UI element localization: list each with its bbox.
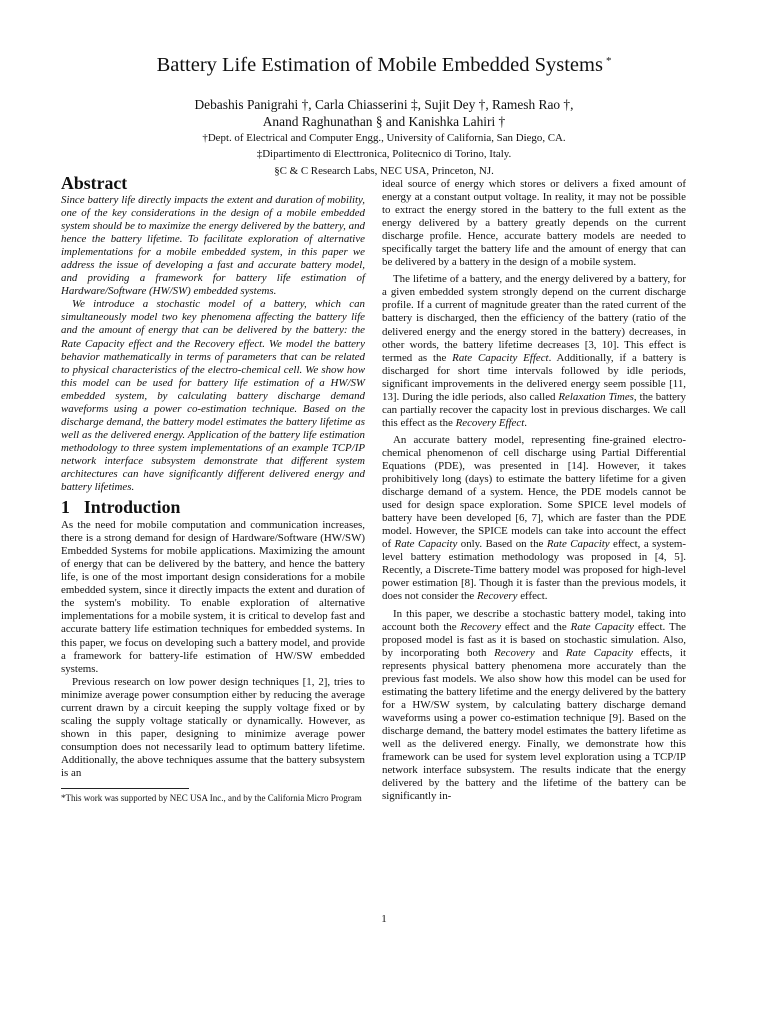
term-rate-capacity: Rate Capacity	[565, 646, 633, 659]
affiliation-ucsd: †Dept. of Electrical and Computer Engg., University of California, San Diego, CA.	[202, 132, 566, 144]
introduction-heading	[61, 496, 365, 518]
term-recovery: Recovery	[476, 590, 518, 603]
term-recovery: Recovery	[460, 620, 502, 633]
intro-paragraph-1: As the need for mobile computation and communication increases, there is a strong demand for design of Hardware/Software (HW/SW) Embedded Systems for mobile applications. Maximizing the amount of energy that can be delivered by the battery, and hence the battery life, is one of the most important design considerations for a mobile embedded system, since it directly impacts the extent and duration of the system's mobility. To enable exploration of alternative implementations for a mobile system, it is critical to develop fast and accurate battery life estimation techniques for embedded systems. In this paper, we focus on developing such a battery model, and provide a framework for battery-life estimation of HW/SW embedded systems.	[61, 519, 365, 675]
term-rate-capacity: Rate Capacity	[546, 538, 610, 551]
section-title: Introduction	[83, 497, 181, 518]
affiliation-nec: §C & C Research Labs, NEC USA, Princeton, NJ.	[274, 164, 494, 177]
footnote-rule	[61, 788, 189, 789]
right-paragraph-3: An accurate battery model, representing fine-grained electro-chemical phenomenon of cell discharge using Partial Differential Equations (PDE), was presented in [14]. However, it takes prohibitively long (days) to estimate the battery lifetime for a given discharge demand of a system. Hence, the PDE models cannot be used for design space exploration. Some SPICE level models of battery have been developed [6, 7], which are faster than the PDE model. However, the SPICE models can take into account the effect of Rate Capacity only. Based on the Rate Capacity effect, a system-level battery estimation methodology was proposed in [4, 5]. Recently, a Discrete-Time battery model was proposed for high-level power estimation [8]. Though it is faster than the previous models, it does not consider the Recovery effect.	[382, 433, 687, 603]
right-column	[382, 178, 686, 803]
right-paragraph-1: ideal source of energy which stores or delivers a fixed amount of energy at a constant output voltage. In reality, it may not be possible to extract the energy stored in the battery to the full extent as the energy delivered by a battery greatly depends on the current discharge profile. Hence, accurate battery models are needed to specifically target the battery life and the amount of energy that can be delivered by a battery in the design of a mobile system.	[382, 178, 686, 269]
abstract-paragraph-2: We introduce a stochastic model of a battery, which can simultaneously model two key phenomena affecting the battery life and the amount of energy that can be delivered by the battery: the Rate Capacity effect and the Recovery effect. We model the battery behavior mathematically in terms of parameters that can be related to physical characteristics of the electro-chemical cell. We show how this model can be used for battery life estimation of a HW/SW embedded system, by calculating battery discharge demand waveforms using a power co-estimation technique. Based on the discharge demand, the battery model estimates the battery lifetime as well as the delivered energy. Application of the battery life estimation methodology to three system implementations of an example TCP/IP network interface subsystem demonstrate that different system architectures can have significantly different delivered energy and battery lifetimes.	[61, 298, 365, 494]
title-text: Battery Life Estimation of Mobile Embedded Systems	[156, 54, 603, 76]
abstract-paragraph-1: Since battery life directly impacts the extent and duration of mobility, one of the key considerations in the design of a mobile embedded system should be to maximize the energy delivered by the battery, and hence the battery lifetime. To facilitate exploration of alternative implementations for a mobile embedded system, in this paper we address the issue of developing a fast and accurate battery model, and providing a framework for battery life estimation of Hardware/Software (HW/SW) embedded systems.	[61, 194, 365, 298]
left-column	[61, 172, 365, 805]
author-list	[0, 97, 768, 130]
affiliation-torino: ‡Dipartimento di Electtronica, Politecnico di Torino, Italy.	[256, 148, 512, 161]
authors-line-2: Anand Raghunathan § and Kanishka Lahiri †	[262, 113, 506, 129]
term-rate-capacity-effect: Rate Capacity Effect	[452, 351, 549, 364]
abstract-heading: Abstract	[61, 173, 128, 193]
page-number: 1	[381, 913, 387, 925]
right-paragraph-2: The lifetime of a battery, and the energy delivered by a battery, for a given embedded system strongly depend on the current discharge profile. If a current of magnitude greater than the rated current of the battery is discharged, then the efficiency of the battery (ratio of the delivered energy and the energy stored in the battery) decreases, in other words, the battery lifetime decreases [3, 10]. This effect is termed as the Rate Capacity Effect. Additionally, if a battery is discharged for short time intervals followed by idle periods, significant improvements in the delivered energy seem possible [11, 13]. During the idle periods, also called Relaxation Times, the battery can partially recover the capacity lost in previous discharges. We call this effect as the Recovery Effect.	[382, 273, 687, 429]
section-number: 1	[61, 497, 70, 518]
term-recovery: Recovery	[494, 646, 535, 659]
term-recovery-effect: Recovery Effect	[455, 416, 525, 429]
term-rate-capacity: Rate Capacity	[394, 538, 458, 551]
right-paragraph-4: In this paper, we describe a stochastic battery model, taking into account both the Recovery effect and the Rate Capacity effect. The proposed model is fast as it is based on stochastic simulation. Also, by incorporating both Recovery and Rate Capacity effects, it represents physical battery phenomena more accurately than the previous fast models. We also show how this model can be used for estimating the battery lifetime and the energy delivered by the battery for a HW/SW system, by calculating battery discharge demand waveforms using a power co-estimation technique [9]. Based on the discharge demand, the battery model estimates the battery lifetime as well as the delivered energy. Finally, we demonstrate how this framework can be used for system level exploration using a TCP/IP network interface subsystem. The results indicate that the energy delivered by the battery and the lifetime of the battery can be significantly in-	[382, 607, 687, 803]
intro-paragraph-2: Previous research on low power design techniques [1, 2], tries to minimize average power consumption either by reducing the average current drawn by a circuit keeping the supply voltage fixed or by scaling the supply voltage statically or dynamically. However, as shown in this paper, designing to minimize average power consumption does not necessarily lead to optimum battery lifetime. Additionally, the above techniques assume that the battery subsystem is an	[61, 675, 365, 779]
title-footnote-mark: *	[605, 55, 612, 67]
footnote: *This work was supported by NEC USA Inc., and by the California Micro Program	[61, 793, 362, 804]
term-rate-capacity: Rate Capacity	[570, 620, 634, 633]
authors-line-1: Debashis Panigrahi †, Carla Chiasserini ‡, Sujit Dey †, Ramesh Rao †,	[194, 97, 574, 112]
term-relaxation-times: Relaxation Times	[558, 390, 634, 403]
paper-title	[0, 48, 768, 78]
